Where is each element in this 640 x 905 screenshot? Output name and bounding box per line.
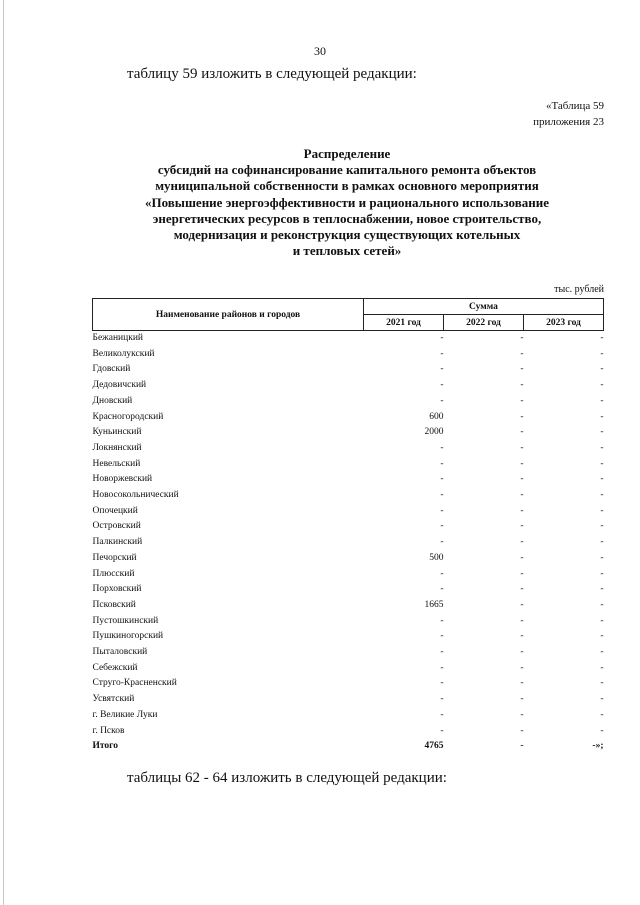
amount-cell-1: - xyxy=(440,537,444,548)
intro-paragraph: таблицу 59 изложить в следующей редакции: xyxy=(127,66,417,82)
amount-cell-3: - xyxy=(600,662,604,673)
table-row xyxy=(93,519,604,535)
amount-cell-2: - xyxy=(520,631,524,642)
table-row xyxy=(93,708,604,724)
district-name-cell: Пустошкинский xyxy=(92,615,159,626)
amount-cell-3: - xyxy=(600,333,604,343)
table-body xyxy=(93,331,604,755)
scan-edge-line xyxy=(3,0,4,905)
district-name-cell: Новоржевский xyxy=(92,474,153,485)
table-row xyxy=(93,441,604,457)
column-header-year: 2021 год xyxy=(364,315,444,331)
district-name-cell: Усвятский xyxy=(92,694,135,705)
district-name-cell: Псковский xyxy=(92,599,136,610)
amount-cell-2: - xyxy=(520,442,524,453)
amount-cell-2: - xyxy=(520,458,524,469)
amount-cell-2: - xyxy=(520,411,524,422)
table-row xyxy=(93,394,604,410)
table-row xyxy=(93,504,604,520)
amount-cell-2: - xyxy=(520,552,524,563)
district-name-cell: Пыталовский xyxy=(92,647,148,658)
amount-cell-2: - xyxy=(520,505,524,516)
district-name-cell: Гдовский xyxy=(92,364,131,375)
amount-cell-1: 1665 xyxy=(424,599,444,610)
district-name-cell: Плюсский xyxy=(92,568,135,579)
amount-cell-3: - xyxy=(600,537,604,548)
district-name-cell: Дновский xyxy=(92,395,133,406)
amount-cell-3: - xyxy=(600,568,604,579)
amount-cell-2: - xyxy=(520,537,524,548)
amount-cell-2: - xyxy=(520,333,524,343)
table-row xyxy=(93,551,604,567)
amount-cell-1: 500 xyxy=(429,552,444,563)
column-header-name: Наименование районов и городов xyxy=(93,299,364,331)
amount-cell-3: - xyxy=(600,694,604,705)
amount-cell-1: - xyxy=(440,442,444,453)
amount-cell-3: - xyxy=(600,364,604,375)
table-reference-line: «Таблица 59 xyxy=(545,100,604,112)
district-name-cell: Палкинский xyxy=(92,537,143,548)
amount-cell-1: - xyxy=(440,709,444,720)
amount-cell-2: - xyxy=(520,725,524,736)
title-line: «Повышение энергоэффективности и рационального использование xyxy=(144,194,549,210)
district-name-cell: Себежский xyxy=(92,662,138,673)
amount-cell-1: - xyxy=(440,505,444,516)
amount-cell-1: - xyxy=(440,678,444,689)
amount-cell-2: - xyxy=(520,647,524,658)
amount-cell-3: - xyxy=(600,348,604,359)
amount-cell-2: - xyxy=(520,364,524,375)
amount-cell-2: - xyxy=(520,490,524,501)
amount-cell-1: - xyxy=(440,364,444,375)
unit-label: тыс. рублей xyxy=(554,284,604,295)
amount-cell-3: - xyxy=(600,521,604,532)
amount-cell-1: - xyxy=(440,584,444,595)
table-row xyxy=(93,378,604,394)
amount-cell-3: - xyxy=(600,678,604,689)
table-row xyxy=(93,457,604,473)
amount-cell-3: - xyxy=(600,458,604,469)
amount-cell-1: - xyxy=(440,395,444,406)
table-row xyxy=(93,692,604,708)
amount-cell-3: - xyxy=(600,599,604,610)
district-name-cell: г. Великие Луки xyxy=(92,709,158,720)
table-row xyxy=(93,472,604,488)
district-name-cell: Струго-Красненский xyxy=(92,678,177,689)
amount-cell-2: - xyxy=(520,380,524,391)
table-title xyxy=(92,146,602,259)
page-number: 30 xyxy=(314,44,326,58)
total-row xyxy=(93,739,604,755)
table-row xyxy=(93,661,604,677)
column-header-sum: Сумма xyxy=(364,299,604,315)
amount-cell-1: - xyxy=(440,615,444,626)
amount-cell-3: - xyxy=(600,474,604,485)
amount-cell-1: - xyxy=(440,631,444,642)
amount-cell-2: - xyxy=(520,678,524,689)
table-reference xyxy=(533,98,604,130)
amount-cell-2: - xyxy=(520,521,524,532)
amount-cell-3: - xyxy=(600,490,604,501)
column-header-year: 2022 год xyxy=(444,315,524,331)
amount-cell-1: - xyxy=(440,662,444,673)
amount-cell-1: - xyxy=(440,694,444,705)
amount-cell-2: - xyxy=(520,599,524,610)
district-name-cell: Красногородский xyxy=(92,411,164,422)
district-name-cell: Порховский xyxy=(92,584,142,595)
title-line: муниципальной собственности в рамках основного мероприятия xyxy=(155,178,539,194)
district-name-cell: Новосокольнический xyxy=(92,490,179,501)
amount-cell-3: - xyxy=(600,505,604,516)
amount-cell-3: - xyxy=(600,725,604,736)
amount-cell-3: - xyxy=(600,615,604,626)
table-row xyxy=(93,676,604,692)
amount-cell-3: - xyxy=(600,427,604,438)
district-name-cell: г. Псков xyxy=(92,725,125,736)
amount-cell-2: - xyxy=(520,615,524,626)
title-line: энергетических ресурсов в теплоснабжении, новое строительство, xyxy=(152,210,542,226)
district-name-cell: Невельский xyxy=(92,458,141,469)
amount-cell-3: - xyxy=(600,709,604,720)
amount-cell-3: - xyxy=(600,395,604,406)
amount-cell-1: - xyxy=(440,458,444,469)
amount-cell-1: 4765 xyxy=(424,741,444,752)
subsidy-table xyxy=(92,298,604,755)
table-row xyxy=(93,331,604,347)
column-header-year: 2023 год xyxy=(524,315,604,331)
table-row xyxy=(93,598,604,614)
district-name-cell: Островский xyxy=(92,521,141,532)
amount-cell-2: - xyxy=(520,427,524,438)
amount-cell-3: - xyxy=(600,411,604,422)
amount-cell-2: - xyxy=(520,709,524,720)
district-name-cell: Великолукский xyxy=(92,348,155,359)
amount-cell-3: - xyxy=(600,584,604,595)
amount-cell-1: - xyxy=(440,521,444,532)
table-row xyxy=(93,724,604,740)
title-line: Распределение xyxy=(303,146,391,161)
table-row xyxy=(93,347,604,363)
table-row xyxy=(93,582,604,598)
table-row xyxy=(93,362,604,378)
amount-cell-2: - xyxy=(520,741,524,752)
table-row xyxy=(93,410,604,426)
amount-cell-2: - xyxy=(520,694,524,705)
amount-cell-3: - xyxy=(600,380,604,391)
table-row xyxy=(93,425,604,441)
table-row xyxy=(93,535,604,551)
amount-cell-3: - xyxy=(600,631,604,642)
amount-cell-1: - xyxy=(440,474,444,485)
amount-cell-3: - xyxy=(600,552,604,563)
district-name-cell: Пушкиногорский xyxy=(92,631,164,642)
table-row xyxy=(93,629,604,645)
amount-cell-1: - xyxy=(440,647,444,658)
table-reference-line: приложения 23 xyxy=(533,116,604,128)
title-line: субсидий на софинансирование капитального ремонта объектов xyxy=(157,162,537,178)
amount-cell-2: - xyxy=(520,348,524,359)
amount-cell-1: - xyxy=(440,568,444,579)
table-row xyxy=(93,488,604,504)
district-name-cell: Локнянский xyxy=(92,442,142,453)
title-line: и тепловых сетей» xyxy=(292,243,402,259)
table-row xyxy=(93,645,604,661)
district-name-cell: Печорский xyxy=(92,552,137,563)
amount-cell-2: - xyxy=(520,474,524,485)
amount-cell-1: - xyxy=(440,333,444,343)
amount-cell-2: - xyxy=(520,395,524,406)
amount-cell-1: - xyxy=(440,348,444,359)
table-row xyxy=(93,567,604,583)
amount-cell-3: -»; xyxy=(592,741,604,752)
outro-paragraph: таблицы 62 - 64 изложить в следующей редакции: xyxy=(127,770,447,786)
amount-cell-3: - xyxy=(600,442,604,453)
amount-cell-1: - xyxy=(440,380,444,391)
amount-cell-3: - xyxy=(600,647,604,658)
amount-cell-1: 2000 xyxy=(424,427,444,438)
district-name-cell: Куньинский xyxy=(92,427,142,438)
district-name-cell: Дедовичский xyxy=(92,380,147,391)
amount-cell-2: - xyxy=(520,568,524,579)
district-name-cell: Опочецкий xyxy=(92,505,138,516)
amount-cell-1: - xyxy=(440,490,444,501)
district-name-cell: Бежаницкий xyxy=(92,333,143,343)
amount-cell-2: - xyxy=(520,662,524,673)
amount-cell-2: - xyxy=(520,584,524,595)
district-name-cell: Итого xyxy=(92,741,119,752)
table-row xyxy=(93,614,604,630)
amount-cell-1: - xyxy=(440,725,444,736)
title-line: модернизация и реконструкция существующих котельных xyxy=(173,227,521,243)
amount-cell-1: 600 xyxy=(429,411,444,422)
